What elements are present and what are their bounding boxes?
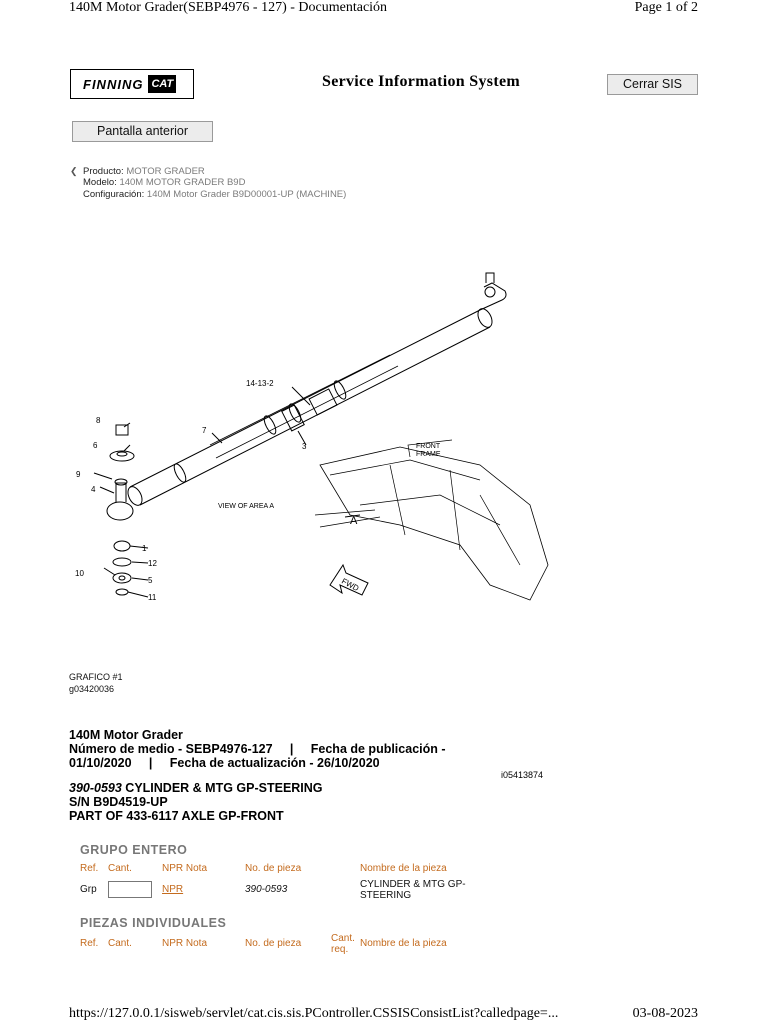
steering-cylinder-diagram [60,265,560,615]
logo-cat-text: CAT [148,75,176,93]
logo-finning-text: FINNING [83,76,144,92]
npr-link[interactable]: NPR [162,884,184,895]
page-counter: Page 1 of 2 [634,0,698,15]
grupo-header-nombre: Nombre de la pieza [360,863,447,874]
piezas-header-cant: Cant. [108,938,132,949]
collapse-chevron-icon[interactable]: ❮ [70,166,78,176]
callout-3: 3 [302,442,307,451]
product-label: Producto: [83,166,124,177]
part-of-line: PART OF 433-6117 AXLE GP-FRONT [69,809,284,823]
callout-11: 11 [148,593,157,602]
callout-7: 7 [202,426,207,435]
callout-5: 5 [148,576,153,585]
piezas-header-npr: NPR Nota [162,938,208,949]
model-line [83,177,245,188]
area-a-label: A [350,515,358,527]
grupo-entero-heading: GRUPO ENTERO [80,843,188,857]
callout-14-13-2: 14-13-2 [246,379,274,388]
grupo-header-ref: Ref. [80,863,99,874]
callout-1: 1 [142,544,147,553]
model-label: Modelo: [83,177,117,188]
finning-cat-logo [70,69,194,99]
model-heading: 140M Motor Grader [69,728,183,742]
callout-12: 12 [148,559,157,568]
piezas-individuales-heading: PIEZAS INDIVIDUALES [80,916,227,930]
callout-4: 4 [91,485,96,494]
grupo-header-npr: NPR Nota [162,863,208,874]
document-title: 140M Motor Grader(SEBP4976 - 127) - Documentación [69,0,388,15]
grupo-row-pieza: 390-0593 [245,884,288,895]
previous-screen-button[interactable]: Pantalla anterior [72,121,213,142]
serial-number-line: S/N B9D4519-UP [69,795,168,809]
product-line [83,166,205,177]
piezas-header-pieza: No. de pieza [245,938,302,949]
frame-label: FRAME [416,451,441,458]
config-label: Configuración: [83,189,145,200]
config-line [83,189,346,200]
model-value: 140M MOTOR GRADER B9D [119,177,246,188]
grupo-header-cant: Cant. [108,863,132,874]
grafico-label: GRAFICO #1 [69,672,123,682]
grafico-id: g03420036 [69,684,115,694]
dates-line: 01/10/2020 | Fecha de actualización - 26/10/2020 [69,756,380,770]
media-number-line: Número de medio - SEBP4976-127 | Fecha de publicación - [69,742,446,756]
footer-date: 03-08-2023 [632,1006,698,1021]
grupo-row-ref: Grp [80,884,97,895]
callout-8: 8 [96,416,101,425]
product-value: MOTOR GRADER [126,166,205,177]
config-value: 140M Motor Grader B9D00001-UP (MACHINE) [146,189,347,200]
cerrar-sis-button[interactable]: Cerrar SIS [607,74,698,95]
quantity-input[interactable] [108,881,152,898]
view-of-area-label: VIEW OF AREA A [218,503,275,510]
part-number: 390-0593 [69,781,122,795]
sis-title: Service Information System [322,73,520,90]
part-title [69,781,323,795]
part-name: CYLINDER & MTG GP-STEERING [121,781,323,795]
callout-10: 10 [75,569,84,578]
grupo-row-nombre [360,879,466,901]
front-label: FRONT [416,443,441,450]
piezas-header-cant-line: Cant. [331,933,355,944]
grupo-row-nombre-line1: CYLINDER & MTG GP- [360,879,466,890]
piezas-header-nombre: Nombre de la pieza [360,938,447,949]
piezas-header-req-line: req. [331,944,349,955]
grupo-header-pieza: No. de pieza [245,863,302,874]
grupo-row-nombre-line2: STEERING [360,890,412,901]
piezas-header-ref: Ref. [80,938,99,949]
piezas-header-cant-req [331,933,355,955]
reference-id: i05413874 [501,770,544,780]
callout-6: 6 [93,441,98,450]
footer-url: https://127.0.0.1/sisweb/servlet/cat.cis.sis.PController.CSSISConsistList?calledpage=... [69,1006,559,1021]
fwd-label: FWD [340,576,361,594]
callout-9: 9 [76,470,81,479]
